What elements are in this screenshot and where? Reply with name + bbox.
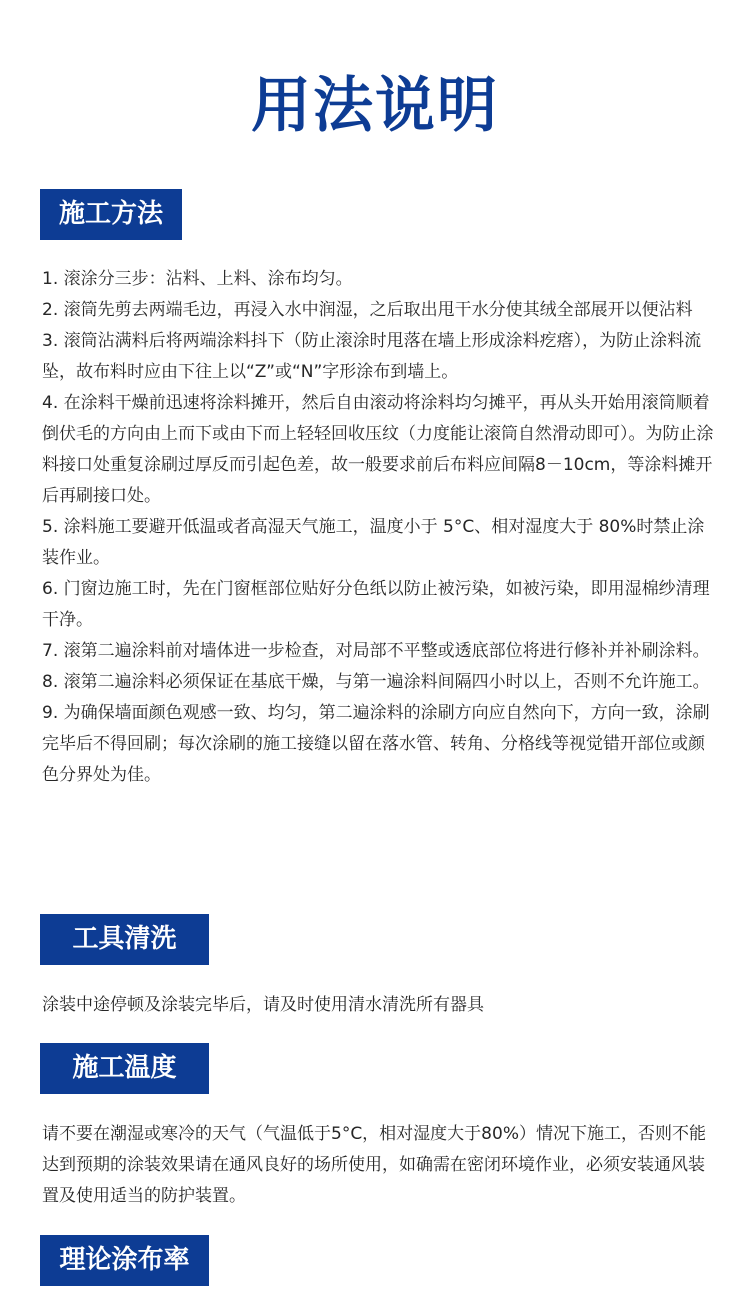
step-2: 2. 滚筒先剪去两端毛边，再浸入水中润湿，之后取出甩干水分使其绒全部展开以便沾料: [42, 300, 693, 320]
step-5: 5. 涂料施工要避开低温或者高湿天气施工，温度小于 5°C、相对湿度大于 80%时禁止涂装作业。: [42, 517, 705, 568]
tool-cleaning-text: [42, 990, 714, 1021]
section-header-coverage-rate: 理论涂布率: [40, 1235, 209, 1286]
step-3: 3. 滚筒沾满料后将两端涂料抖下（防止滚涂时甩落在墙上形成涂料疙瘩），为防止涂料流坠，故布料时应由下往上以“Z”或“N”字形涂布到墙上。: [42, 331, 702, 382]
tool-cleaning-paragraph: 涂装中途停顿及涂装完毕后，请及时使用清水清洗所有器具: [42, 995, 484, 1015]
section-header-construction-temperature: 施工温度: [40, 1043, 209, 1094]
construction-temperature-text: [42, 1119, 714, 1212]
temperature-paragraph: 请不要在潮湿或寒冷的天气（气温低于5°C，相对湿度大于80%）情况下施工，否则不能达到预期的涂装效果请在通风良好的场所使用，如确需在密闭环境作业，必须安装通风装置及使用适当的防护装置。: [42, 1124, 706, 1206]
page-title: 用法说明: [251, 71, 499, 141]
step-8: 8. 滚第二遍涂料必须保证在基底干燥，与第一遍涂料间隔四小时以上，否则不允许施工。: [42, 672, 710, 692]
construction-method-steps: [42, 264, 714, 791]
section-header-tool-cleaning: 工具清洗: [40, 914, 209, 965]
step-4: 4. 在涂料干燥前迅速将涂料摊开，然后自由滚动将涂料均匀摊平，再从头开始用滚筒顺着倒伏毛的方向由上而下或由下而上轻轻回收压纹（力度能让滚筒自然滑动即可）。为防止涂料接口处重复涂刷过厚反而引起色差，故一般要求前后布料应间隔8－10cm，等涂料摊开后再刷接口处。: [42, 393, 714, 506]
step-9: 9. 为确保墙面颜色观感一致、均匀，第二遍涂料的涂刷方向应自然向下，方向一致，涂刷完毕后不得回刷；每次涂刷的施工接缝以留在落水管、转角、分格线等视觉错开部位或颜色分界处为佳。: [42, 703, 710, 785]
step-6: 6. 门窗边施工时，先在门窗框部位贴好分色纸以防止被污染，如被污染，即用湿棉纱清理干净。: [42, 579, 710, 630]
step-7: 7. 滚第二遍涂料前对墙体进一步检查，对局部不平整或透底部位将进行修补并补刷涂料。: [42, 641, 710, 661]
step-1: 1. 滚涂分三步：沾料、上料、涂布均匀。: [42, 269, 353, 289]
section-header-construction-method: 施工方法: [40, 189, 182, 240]
